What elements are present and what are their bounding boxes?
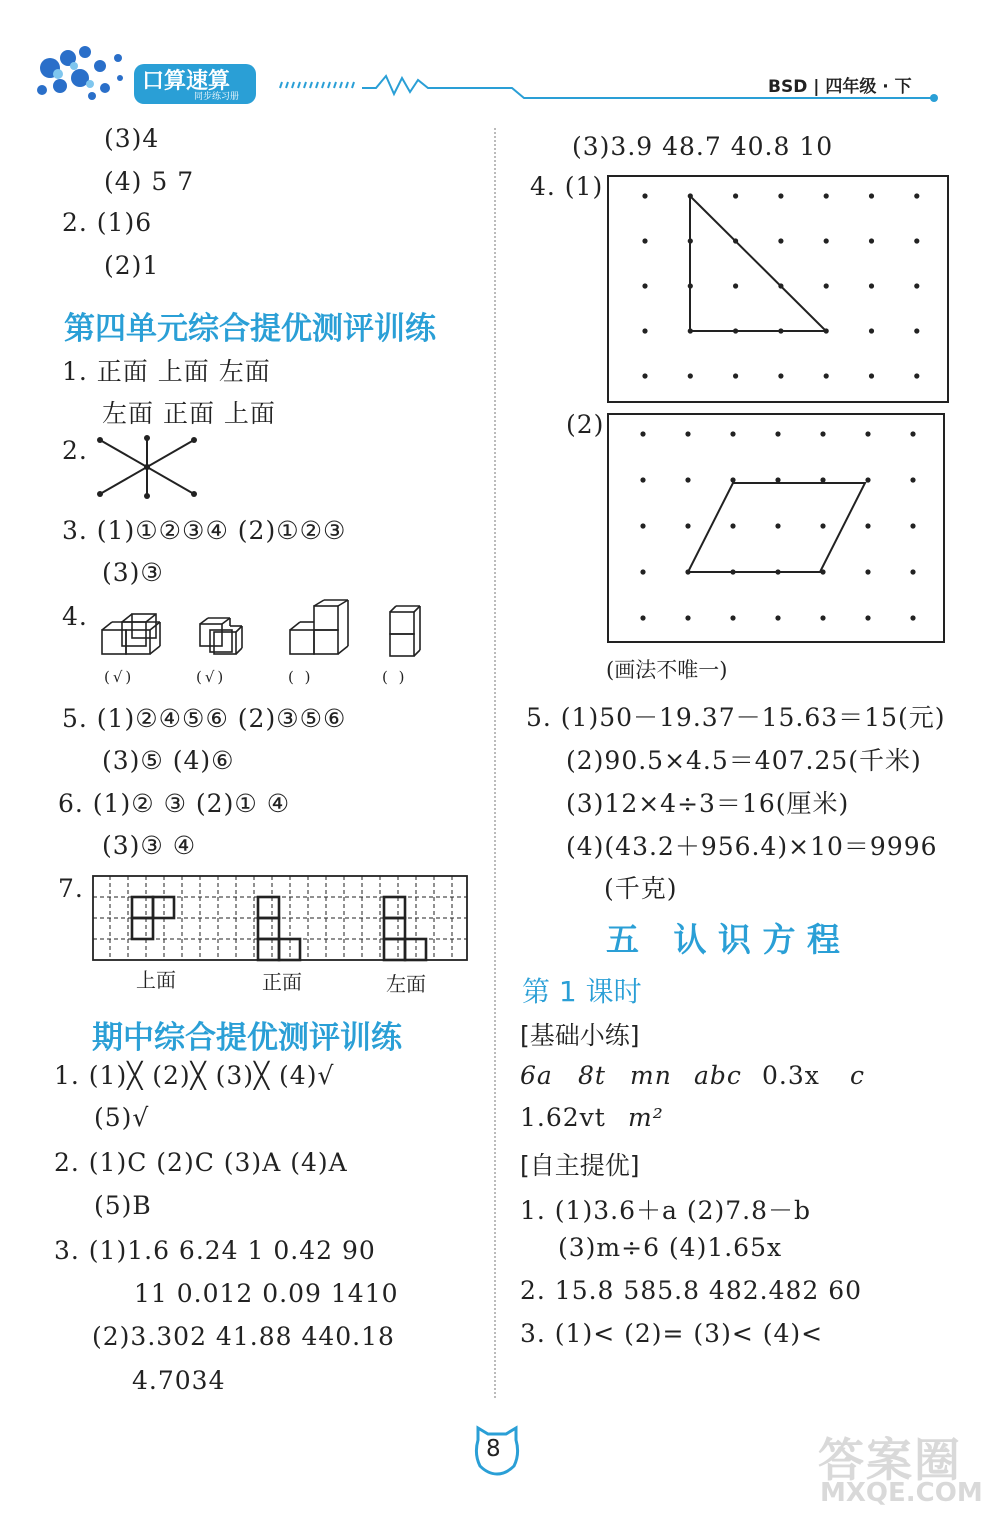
answer-line: (3)⑤ (4)⑥ <box>102 746 235 775</box>
basic-answer: 8t <box>578 1061 606 1090</box>
grid-views-figure <box>92 872 470 964</box>
grid-dot <box>820 615 825 620</box>
answer-line: (2)3.302 41.88 440.18 <box>92 1322 395 1351</box>
grid-dot <box>778 373 783 378</box>
grid-dot <box>775 523 780 528</box>
view-label: 上面 <box>136 968 176 992</box>
grid-dot <box>824 373 829 378</box>
logo-splash-icon <box>30 38 140 110</box>
answer-line: (2)90.5×4.5＝407.25(千米) <box>566 746 922 775</box>
section-tag-basic: [基础小练] <box>520 1021 640 1050</box>
answer-line: 6. (1)② ③ (2)① ④ <box>58 789 291 818</box>
grid-dot <box>775 477 780 482</box>
grid-dot <box>733 283 738 288</box>
grid-dot <box>865 431 870 436</box>
logo-subtitle: 同步练习册 <box>194 92 240 102</box>
grid-dot <box>869 283 874 288</box>
answer-line: 5. (1)②④⑤⑥ (2)③⑤⑥ <box>62 704 347 733</box>
grid-dot <box>914 238 919 243</box>
basic-answer: 0.3x <box>762 1061 820 1090</box>
question-number: 4. <box>62 602 88 631</box>
basic-answer: 6a <box>520 1061 553 1090</box>
answer-line: (3)m÷6 (4)1.65x <box>558 1233 783 1262</box>
grid-dot <box>775 431 780 436</box>
answer-line: 3. (1)①②③④ (2)①②③ <box>62 516 347 545</box>
dot-grid-parallelogram <box>606 412 946 644</box>
grid-dot <box>730 477 735 482</box>
answer-line: 11 0.012 0.09 1410 <box>134 1279 399 1308</box>
grid-dot <box>733 373 738 378</box>
grid-dot <box>642 238 647 243</box>
grid-dot <box>910 477 915 482</box>
grid-dot <box>778 238 783 243</box>
answer-line: 3. (1)< (2)= (3)< (4)< <box>520 1319 824 1348</box>
basic-answer: 1.62vt <box>520 1103 606 1132</box>
answer-line: 左面 正面 上面 <box>102 399 276 428</box>
lesson-title: 第 1 课时 <box>522 975 642 1008</box>
section-title-unit4: 第四单元综合提优测评训练 <box>64 311 436 347</box>
grid-dot <box>730 523 735 528</box>
grid-dot <box>688 373 693 378</box>
grid-dot <box>914 193 919 198</box>
grid-dot <box>640 431 645 436</box>
answer-line: (5)B <box>94 1191 152 1220</box>
grid-dot <box>910 615 915 620</box>
basic-answer: c <box>850 1061 866 1090</box>
grid-dot <box>733 193 738 198</box>
grid-dot <box>865 615 870 620</box>
grid-dot <box>824 283 829 288</box>
grid-dot <box>778 193 783 198</box>
section-tag-self: [自主提优] <box>520 1151 640 1180</box>
logo-title: 口算速算 <box>142 69 231 94</box>
grid-dot <box>865 569 870 574</box>
grid-dot <box>685 523 690 528</box>
grid-dot <box>642 193 647 198</box>
grid-dot <box>820 431 825 436</box>
answer-line: 3. (1)1.6 6.24 1 0.42 90 <box>54 1236 376 1265</box>
grid-dot <box>640 615 645 620</box>
question-number: 4. (1) <box>530 172 604 201</box>
grid-dot <box>869 373 874 378</box>
grid-dot <box>869 328 874 333</box>
column-divider <box>494 128 496 1398</box>
edition-label: BSD | 四年级 · 下 <box>768 77 912 97</box>
question-number: (2) <box>566 410 605 439</box>
grid-dot <box>869 238 874 243</box>
question-number: 2. <box>62 436 88 465</box>
answer-line: (3)12×4÷3＝16(厘米) <box>566 789 850 818</box>
view-label: 左面 <box>386 972 426 996</box>
dot-grid-triangle <box>606 174 950 404</box>
answer-line: (4)(43.2＋956.4)×10＝9996 <box>566 832 938 861</box>
star-lines-figure <box>96 434 200 500</box>
answer-line: 4.7034 <box>132 1366 226 1395</box>
cube-figures <box>96 600 436 662</box>
chapter-title: 五 认 识 方 程 <box>606 920 840 959</box>
grid-dot <box>640 477 645 482</box>
basic-answer: m² <box>628 1103 664 1132</box>
grid-dot <box>775 615 780 620</box>
grid-dot <box>824 238 829 243</box>
grid-dot <box>910 431 915 436</box>
grid-dot <box>642 328 647 333</box>
grid-dot <box>640 569 645 574</box>
grid-dot <box>730 615 735 620</box>
answer-line: (3)③ <box>102 558 164 587</box>
answer-line: 2. (1)6 <box>62 208 153 237</box>
answer-line: 5. (1)50－19.37－15.63＝15(元) <box>526 703 946 732</box>
answer-line: (5)√ <box>94 1103 150 1132</box>
grid-dot <box>685 615 690 620</box>
answer-line: 2. 15.8 585.8 482.482 60 <box>520 1276 863 1305</box>
grid-dot <box>914 328 919 333</box>
grid-dot <box>642 283 647 288</box>
answer-line: (千克) <box>604 874 678 903</box>
basic-answer: mn <box>630 1061 672 1090</box>
page-number: 8 <box>486 1436 501 1462</box>
grid-dot <box>865 523 870 528</box>
section-title-midterm: 期中综合提优测评训练 <box>92 1020 402 1056</box>
answer-line: 2. (1)C (2)C (3)A (4)A <box>54 1148 348 1177</box>
grid-dot <box>910 569 915 574</box>
grid-dot <box>685 477 690 482</box>
check-mark-slot: ( ) <box>382 668 408 686</box>
grid-dot <box>730 431 735 436</box>
grid-dot <box>685 431 690 436</box>
question-number: 7. <box>58 874 84 903</box>
watermark-url: MXQE.COM <box>820 1478 983 1508</box>
basic-answer: abc <box>694 1061 742 1090</box>
check-mark-slot: (√) <box>196 668 227 686</box>
grid-dot <box>640 523 645 528</box>
answer-line: (3)3.9 48.7 40.8 10 <box>572 132 834 161</box>
answer-line: 1. 正面 上面 左面 <box>62 357 271 386</box>
view-label: 正面 <box>262 970 302 994</box>
grid-dot <box>820 477 825 482</box>
grid-dot <box>910 523 915 528</box>
answer-line: (2)1 <box>104 251 160 280</box>
watermark-logo: 答案圈 <box>818 1433 962 1487</box>
answer-line: (3)③ ④ <box>102 831 197 860</box>
grid-dot <box>865 477 870 482</box>
check-mark-slot: ( ) <box>288 668 314 686</box>
answer-line: (3)4 <box>104 124 160 153</box>
answer-line: 1. (1)╳ (2)╳ (3)╳ (4)√ <box>54 1061 335 1090</box>
grid-dot <box>642 373 647 378</box>
drawing-note: (画法不唯一) <box>606 658 728 682</box>
grid-dot <box>914 283 919 288</box>
answer-line: (4) 5 7 <box>104 167 195 196</box>
grid-dot <box>869 193 874 198</box>
check-mark-slot: (√) <box>104 668 135 686</box>
grid-dot <box>820 523 825 528</box>
grid-dot <box>824 193 829 198</box>
grid-dot <box>914 373 919 378</box>
answer-line: 1. (1)3.6＋a (2)7.8－b <box>520 1196 811 1225</box>
